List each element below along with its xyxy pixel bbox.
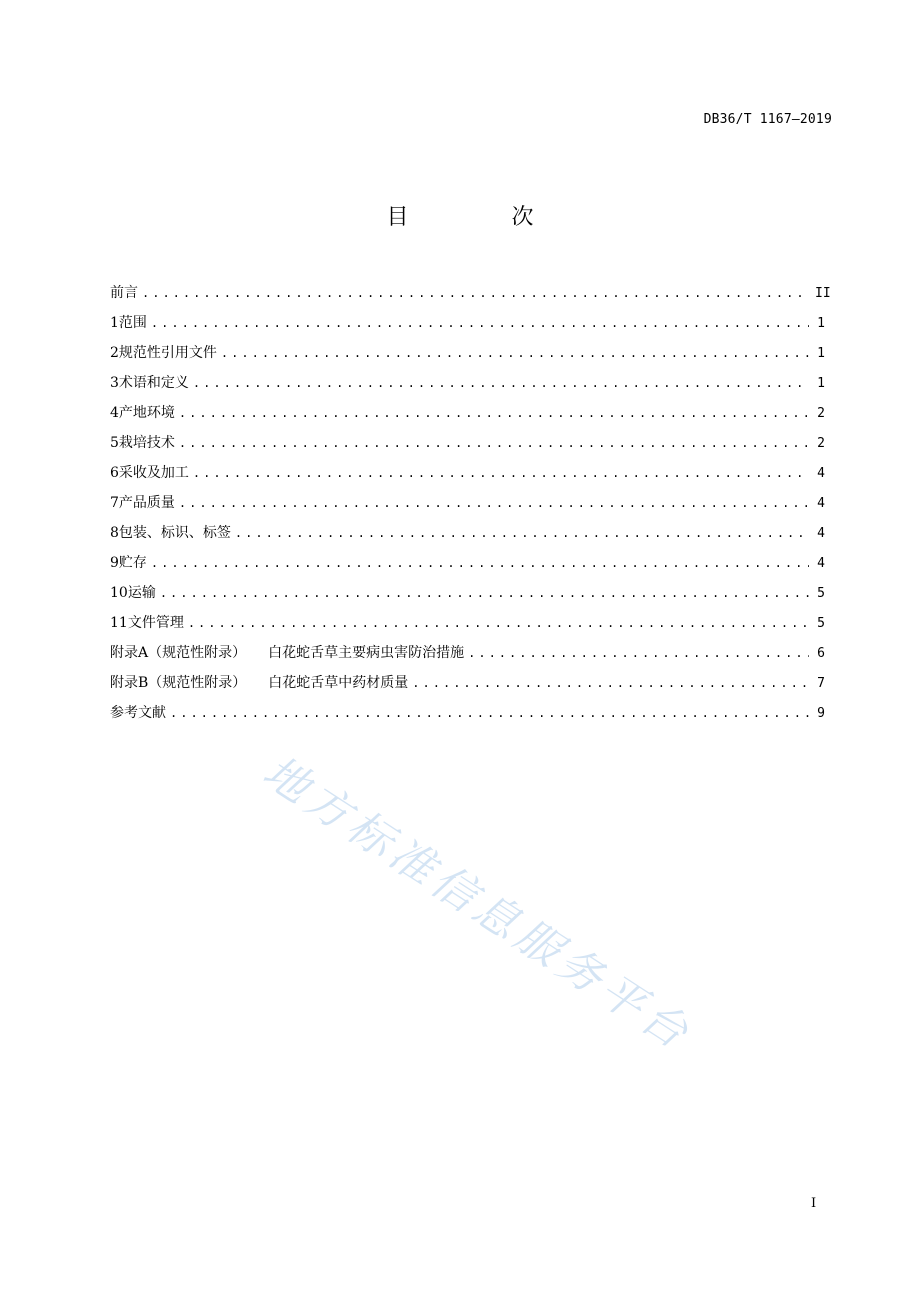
toc-leader (193, 368, 809, 398)
toc-entry-number: 1 (110, 315, 119, 331)
toc-entry-number: 2 (110, 345, 119, 361)
toc-leader (235, 518, 809, 548)
toc-leader (412, 668, 809, 698)
toc-leader (160, 578, 809, 608)
toc-entry-harvest-processing[interactable] (110, 458, 825, 488)
toc-entry-label: 文件管理 (127, 615, 184, 631)
toc-leader (179, 428, 809, 458)
toc-entry-page: 4 (817, 556, 825, 571)
toc-entry-number: 5 (110, 435, 119, 451)
toc-entry-label: 采收及加工 (118, 465, 189, 481)
toc-entry-label: 术语和定义 (118, 375, 189, 391)
toc-entry-document-management[interactable] (110, 608, 825, 638)
toc-entry-appendix-a[interactable] (110, 638, 825, 668)
toc-entry-label: 范围 (118, 315, 147, 331)
toc-leader (188, 608, 809, 638)
toc-entry-foreword[interactable] (110, 278, 831, 308)
toc-entry-label: 运输 (127, 585, 156, 601)
toc-entry-number: 8 (110, 525, 119, 541)
page-title: 目 次 (386, 205, 582, 230)
toc-leader (170, 698, 809, 728)
toc-entry-label: 产品质量 (118, 495, 175, 511)
toc-entry-page: 4 (817, 496, 825, 511)
toc-entry-number: 3 (110, 375, 119, 391)
toc-leader (151, 548, 809, 578)
toc-entry-number: 11 (110, 615, 128, 631)
toc-entry-page: 1 (817, 376, 825, 391)
watermark: 地方标准信息服务平台 (253, 746, 702, 1062)
toc-entry-page: 6 (817, 646, 825, 661)
toc-entry-normative-references[interactable] (110, 338, 825, 368)
toc-entry-page: 4 (817, 526, 825, 541)
toc-entry-page: 2 (817, 406, 825, 421)
toc-entry-scope[interactable] (110, 308, 825, 338)
toc-entry-page: 4 (817, 466, 825, 481)
toc-leader (468, 638, 809, 668)
toc-entry-page: II (815, 286, 831, 301)
toc-entry-label: 栽培技术 (118, 435, 175, 451)
toc-entry-appendix-b[interactable] (110, 668, 825, 698)
toc-entry-terms-definitions[interactable] (110, 368, 825, 398)
toc-entry-label: 白花蛇舌草中药材质量 (268, 675, 409, 691)
toc-entry-label: 前言 (110, 285, 138, 301)
toc-entry-number: 9 (110, 555, 119, 571)
toc-entry-number: 4 (110, 405, 119, 421)
toc-entry-production-environment[interactable] (110, 398, 825, 428)
toc-entry-page: 5 (817, 586, 825, 601)
toc-leader (142, 278, 809, 308)
toc-entry-label: 白花蛇舌草主要病虫害防治措施 (268, 645, 465, 661)
toc-leader (151, 308, 809, 338)
toc-entry-transport[interactable] (110, 578, 825, 608)
toc-leader (179, 488, 809, 518)
toc-entry-number: 附录A（规范性附录） (110, 645, 247, 661)
toc-leader (179, 398, 809, 428)
standard-code: DB36/T 1167—2019 (703, 112, 832, 127)
toc-entry-page: 1 (817, 346, 825, 361)
toc-entry-number: 6 (110, 465, 119, 481)
toc-entry-label: 参考文献 (110, 705, 166, 721)
table-of-contents (110, 278, 831, 728)
toc-entry-number: 附录B（规范性附录） (110, 675, 247, 691)
toc-entry-page: 2 (817, 436, 825, 451)
toc-leader (221, 338, 809, 368)
page-number: I (811, 1196, 817, 1211)
toc-entry-page: 9 (817, 706, 825, 721)
toc-entry-storage[interactable] (110, 548, 825, 578)
toc-entry-cultivation[interactable] (110, 428, 825, 458)
toc-entry-number: 10 (110, 585, 128, 601)
toc-entry-bibliography[interactable] (110, 698, 825, 728)
toc-entry-label: 产地环境 (118, 405, 175, 421)
toc-entry-label: 规范性引用文件 (118, 345, 217, 361)
toc-leader (193, 458, 809, 488)
toc-entry-page: 7 (817, 676, 825, 691)
toc-entry-product-quality[interactable] (110, 488, 825, 518)
toc-entry-label: 贮存 (118, 555, 147, 571)
toc-entry-page: 5 (817, 616, 825, 631)
toc-entry-packaging-labeling[interactable] (110, 518, 825, 548)
toc-entry-label: 包装、标识、标签 (118, 525, 231, 541)
toc-entry-number: 7 (110, 495, 119, 511)
toc-entry-page: 1 (817, 316, 825, 331)
